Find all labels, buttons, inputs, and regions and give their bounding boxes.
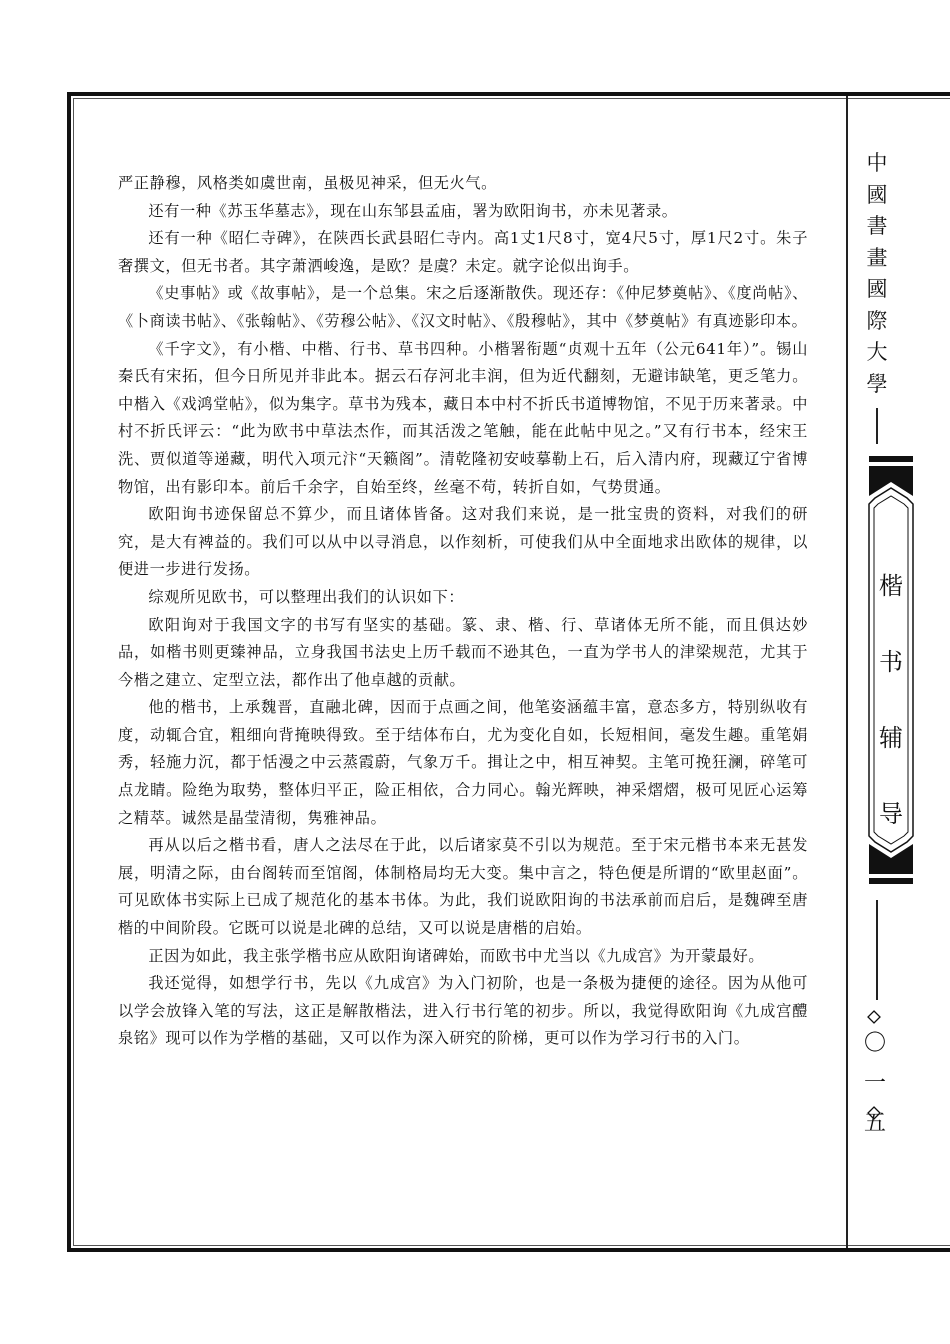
diamond-icon <box>867 1010 881 1024</box>
paragraph: 还有一种《昭仁寺碑》，在陕西长武县昭仁寺内。高1丈1尺8寸，宽4尺5寸，厚1尺2寸。朱子奢撰文，但无书者。其字萧洒峻逸，是欧？是虞？未定。就字论似出询手。 <box>118 229 808 275</box>
section-title-char: 导 <box>879 800 903 828</box>
diamond-icon <box>867 1106 881 1120</box>
paragraph: 还有一种《苏玉华墓志》，现在山东邹县孟庙，署为欧阳询书，亦未见著录。 <box>148 201 678 220</box>
paragraph: 欧阳询书迹保留总不算少，而且诸体皆备。这对我们来说，是一批宝贵的资料，对我们的研究，是大有裨益的。我们可以从中以寻消息，以作刻析，可使我们从中全面地求出欧体的规律，以便进一步进行发扬。 <box>118 505 808 579</box>
sidebar-rule-upper <box>876 408 878 444</box>
series-title <box>862 148 892 400</box>
sidebar-rule-lower <box>876 900 878 1000</box>
paragraph: 《千字文》，有小楷、中楷、行书、草书四种。小楷署衔题“贞观十五年（公元641年）”。锡山秦氏有宋拓，但今日所见并非此本。据云石存河北丰润，但为近代翻刻，无避讳缺笔，更乏笔力。中楷入《戏鸿堂帖》，似为集字。草书为残本，藏日本中村不折氏书道博物馆，不见于历来著录。中村不折氏评云：“此为欧书中草法杰作，而其活泼之笔触，能在此帖中见之。”又有行书本，经宋王洗、贾似道等递藏，明代入项元汴“天籁阁”。清乾隆初安岐摹勒上石，后入清内府，现藏辽宁省博物馆，出有影印本。前后千余字，自始至终，丝毫不苟，转折自如，气势贯通。 <box>118 339 808 496</box>
paragraph: 我还觉得，如想学行书，先以《九成宫》为入门初阶，也是一条极为捷便的途径。因为从他可以学会放锋入笔的写法，这正是解散楷法，进入行书行笔的初步。所以，我觉得欧阳询《九成宫醴泉铭》现可以作为学楷的基础，又可以作为深入研究的阶梯，更可以作为学习行书的入门。 <box>118 974 808 1048</box>
series-title-char: 國 <box>866 182 888 207</box>
section-title-char: 书 <box>879 648 903 676</box>
page-number-char: 五 <box>863 1111 886 1136</box>
paragraph: 再从以后之楷书看，唐人之法尽在于此，以后诸家莫不引以为规范。至于宋元楷书本来无甚发展，明清之际，由台阁转而至馆阁，体制格局均无大变。集中言之，特色便是所谓的“欧里赵面”。可见欧体书实际上已成了规范化的基本书体。为此，我们说欧阳询的书法承前而启后，是魏碑至唐楷的中间阶段。它既可以说是北碑的总结，又可以说是唐楷的启始。 <box>118 836 808 938</box>
body-text <box>118 170 808 1053</box>
series-title-char: 中 <box>866 151 888 175</box>
page-number-char: 一 <box>863 1071 886 1096</box>
paragraph: 《史事帖》或《故事帖》，是一个总集。宋之后逐渐散佚。现还存：《仲尼梦奠帖》、《度尚帖》、《卜商读书帖》、《张翰帖》、《劳穆公帖》、《汉文时帖》、《殷穆帖》，其中《梦奠帖》有真迹影印本。 <box>118 284 808 330</box>
paragraph: 综观所见欧书，可以整理出我们的认识如下： <box>148 587 465 606</box>
page-number <box>860 1024 890 1144</box>
page-number-char: 〇 <box>863 1031 886 1056</box>
series-title-char: 書 <box>866 214 888 238</box>
column-divider <box>846 96 848 1248</box>
paragraph: 正因为如此，我主张学楷书应从欧阳询诸碑始，而欧书中尤当以《九成宫》为开蒙最好。 <box>148 946 765 965</box>
series-title-char: 國 <box>866 277 888 301</box>
section-title-char: 辅 <box>879 724 903 752</box>
series-title-char: 際 <box>866 308 888 333</box>
paragraph: 严正静穆，风格类如虞世南，虽极见神采，但无火气。 <box>118 174 497 192</box>
paragraph: 他的楷书，上承魏晋，直融北碑，因而于点画之间，他笔姿涵蕴丰富，意态多方，特别纵收有度，动辄合宜，粗细向背掩映得致。至于结体布白，尤为变化自如，长短相间，毫发生趣。重笔娟秀，轻施力沉，都于恬漫之中云蒸霞蔚，气象万千。揖让之中，相互神契。主笔可挽狂澜，碎笔可点龙睛。险绝为取势，整体归平正，险正相依，合力同心。翰光辉映，神采熠熠，极可见匠心运筹之精萃。诚然是晶莹清彻，隽雅神品。 <box>118 698 808 827</box>
section-title <box>861 548 921 852</box>
series-title-char: 畫 <box>866 245 888 270</box>
section-title-char: 楷 <box>879 572 903 600</box>
series-title-char: 學 <box>866 371 888 396</box>
paragraph: 欧阳询对于我国文字的书写有坚实的基础。篆、隶、楷、行、草诸体无所不能，而且俱达妙品，如楷书则更臻神品，立身我国书法史上历千载而不逊其色，一直为学书人的津梁规范，尤其于今楷之建立、定型立法，都作出了他卓越的贡献。 <box>118 615 808 689</box>
series-title-char: 大 <box>866 340 888 364</box>
